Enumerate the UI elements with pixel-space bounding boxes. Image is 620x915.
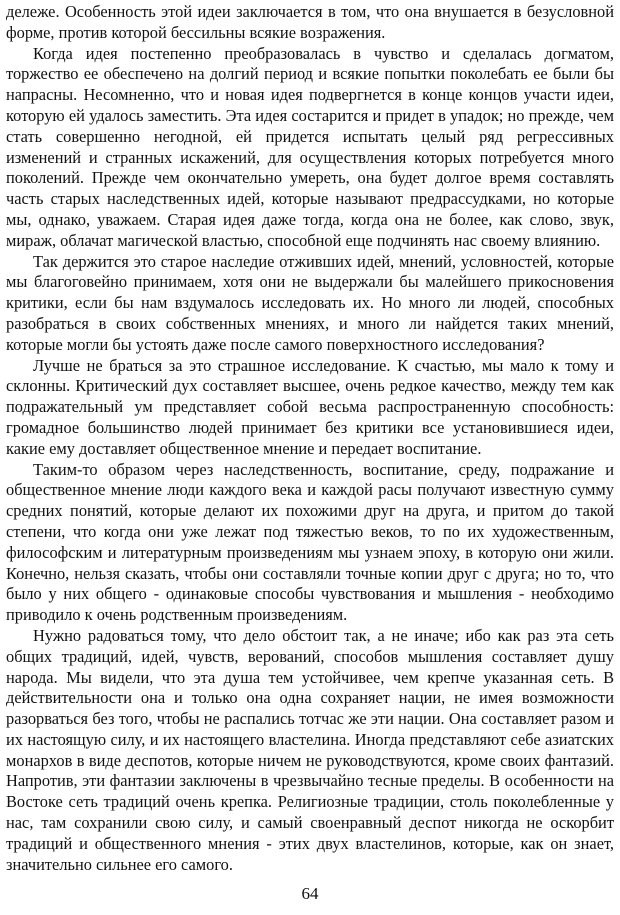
page-body (6, 2, 614, 875)
paragraph-4: Лучше не браться за это страшное исследование. К счастью, мы мало к тому и склонны. Критический дух составляет высшее, очень редкое качество, между тем как подражательный ум представляет собой весьма распространенную способность: громадное большинство людей принимает без критики все установившиеся идеи, какие ему доставляет общественное мнение и передает воспитание. (6, 355, 614, 458)
paragraph-2: Когда идея постепенно преобразовалась в чувство и сделалась догматом, торжество ее обеспечено на долгий период и всякие попытки поколебать ее были бы напрасны. Несомненно, что и новая идея подвергнется в конце концов участи идеи, которую ей удалось заместить. Эта идея состарится и придет в упадок; но прежде, чем стать совершенно негодной, ей придется испытать целый ряд регрессивных изменений и странных искажений, для осуществления которых потребуется много поколений. Прежде чем окончательно умереть, она будет долгое время составлять часть старых наследственных идей, которые называют предрассудками, но которые мы, однако, уважаем. Старая идея даже тогда, когда она не более, как слово, звук, мираж, облачат магической властью, способной еще подчинять нас своему влиянию. (6, 43, 614, 250)
paragraph-5: Таким-то образом через наследственность, воспитание, среду, подражание и общественное мнение люди каждого века и каждой расы получают известную сумму средних понятий, которые делают их похожими друг на друга, и притом до такой степени, что когда они уже лежат под тяжестью веков, то по их художественным, философским и литературным произведениям мы узнаем эпоху, в которую они жили. Конечно, нельзя сказать, чтобы они составляли точные копии друг с друга; но то, что было у них общего - одинаковые способы чувствования и мышления - необходимо приводило к очень родственным произведениям. (6, 459, 614, 625)
page-number: 64 (301, 884, 319, 903)
paragraph-6: Нужно радоваться тому, что дело обстоит так, а не иначе; ибо как раз эта сеть общих традиций, идей, чувств, верований, способов мышления составляет душу народа. Мы видели, что эта душа тем устойчивее, чем крепче указанная сеть. В действительности она и только она одна сохраняет нации, не имея возможности разорваться без того, чтобы не распались тотчас же эти нации. Она составляет разом и их настоящую силу, и их настоящего властелина. Иногда представляют себе азиатских монархов в виде деспотов, которые ничем не руководствуются, кроме своих фантазий. Напротив, эти фантазии заключены в чрезвычайно тесные пределы. В особенности на Востоке сеть традиций очень крепка. Религиозные традиции, столь поколебленные у нас, там сохранили свою силу, и самый своенравный деспот никогда не оскорбит традиций и общественного мнения - этих двух властелинов, которые, как он знает, значительно сильнее его самого. (6, 625, 614, 874)
paragraph-3: Так держится это старое наследие отживших идей, мнений, условностей, которые мы благоговейно принимаем, хотя они не выдержали бы малейшего прикосновения критики, если бы нам вздумалось исследовать их. Но много ли людей, способных разобраться в своих собственных мнениях, и много ли найдется таких мнений, которые могли бы устоять даже после самого поверхностного исследования? (6, 251, 614, 354)
paragraph-1: дележе. Особенность этой идеи заключается в том, что она внушается в безусловной форме, против которой бессильны всякие возражения. (6, 2, 614, 42)
